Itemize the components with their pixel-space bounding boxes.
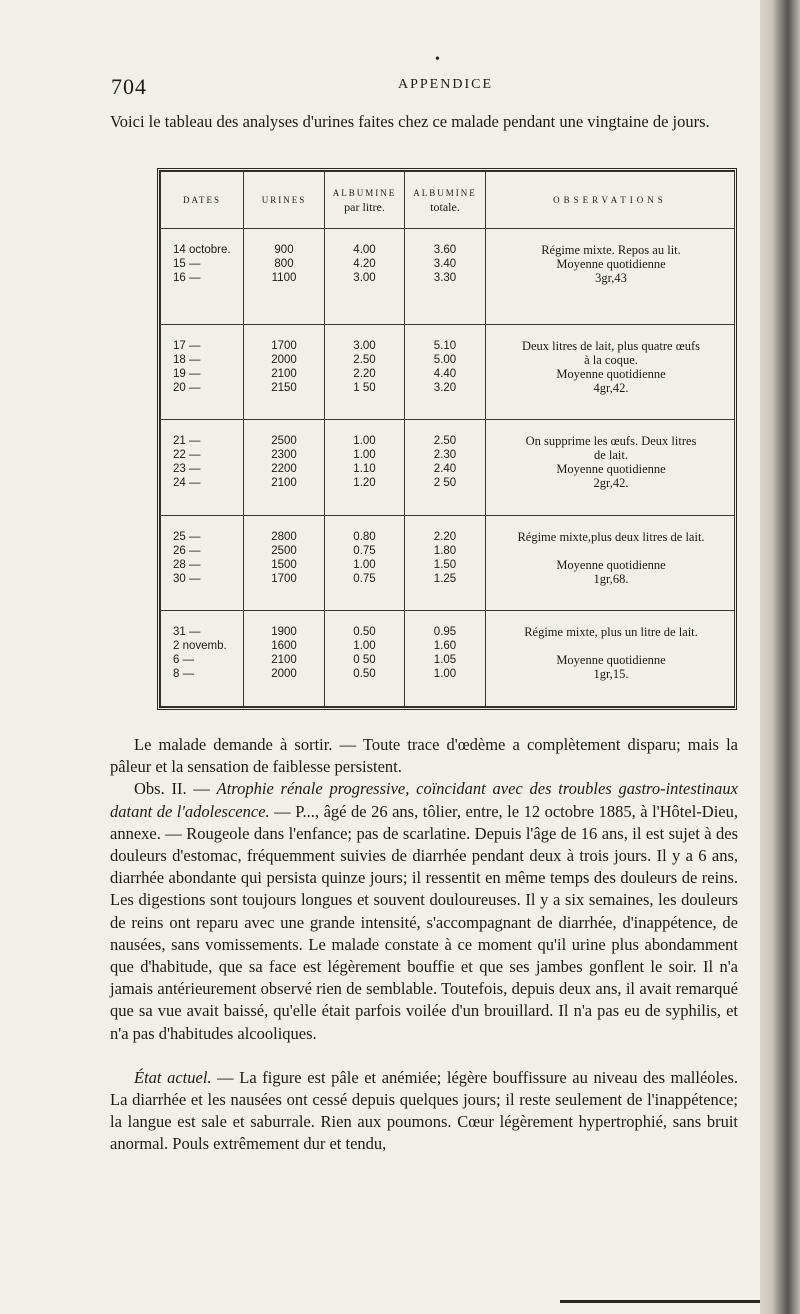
observations-cell — [486, 611, 735, 707]
cell-line: 1.50 — [433, 558, 457, 571]
cell-line: Moyenne quotidienne — [556, 462, 666, 477]
observations-cell — [486, 324, 735, 420]
cell-line: 19 — — [173, 367, 201, 380]
cell-line: 1 50 — [353, 381, 376, 394]
cell-line: 2.50 — [353, 353, 376, 366]
cell-line: 8 — — [173, 668, 195, 681]
cell-line: 23 — — [173, 463, 201, 476]
body-text — [110, 734, 738, 1156]
cell-line: 900 — [274, 244, 294, 256]
cell-line — [326, 285, 403, 299]
dates-cell — [161, 229, 244, 325]
cell-line: Moyenne quotidienne — [556, 653, 666, 668]
paragraph-discharge: Le malade demande à sortir. — Toute trace d'œdème a complètement disparu; mais la pâleur et la sensation de faiblesse persistent. — [110, 735, 738, 777]
table-row — [161, 324, 735, 420]
intro-paragraph: Voici le tableau des analyses d'urines faites chez ce malade pendant une vingtaine de jours. — [110, 112, 710, 131]
cell-line: 1.00 — [353, 558, 376, 571]
cell-line: 5.10 — [433, 339, 457, 352]
cell-line: 2500 — [271, 544, 297, 557]
cell-line: 26 — — [173, 544, 201, 557]
cell-line: 0 50 — [353, 654, 376, 667]
cell-line: 2000 — [271, 353, 297, 366]
page-header — [0, 74, 760, 100]
cell-line: 1700 — [271, 572, 297, 585]
cell-line: 2.20 — [433, 530, 457, 543]
paragraph-etat-actuel: État actuel. — La figure est pâle et anémiée; légère bouffissure au niveau des malléoles. La diarrhée et les nausées ont cessé depuis quelques jours; il reste seulement de l'inappétence; la langue est sale et saburrale. Rien aux poumons. Cœur légèrement hypertrophié, sans bruit anormal. Pouls extrêmement dur et tendu, — [110, 1067, 738, 1154]
cell-line: 3.20 — [433, 381, 457, 394]
cell-line: 1.00 — [353, 449, 376, 462]
albumine-litre-cell — [325, 229, 405, 325]
table-row — [161, 611, 735, 707]
cell-line: Régime mixte, plus un litre de lait. — [524, 625, 698, 640]
cell-line: 20 — — [173, 381, 201, 394]
cell-line: 30 — — [173, 572, 201, 585]
albumine-litre-cell — [325, 420, 405, 516]
cell-line: 3.00 — [353, 272, 376, 284]
cell-line: à la coque. — [584, 352, 638, 367]
dates-cell — [161, 611, 244, 707]
cell-line: 2200 — [271, 463, 297, 476]
etat-actuel-heading: État actuel. — [134, 1067, 212, 1087]
observation-title: Atrophie rénale progressive, coïncidant avec des troubles gastro-intestinaux datant de l'adolescence. — [110, 779, 738, 821]
cell-line: 2100 — [271, 477, 297, 490]
cell-line: 15 — — [173, 258, 201, 270]
cell-line: 4.40 — [433, 367, 457, 380]
dates-cell — [161, 420, 244, 516]
cell-line: 1500 — [271, 558, 297, 571]
cell-line: 0.50 — [353, 626, 376, 639]
cell-line: 21 — — [173, 435, 201, 448]
cell-line: 1100 — [271, 272, 297, 284]
cell-line: 3gr,43 — [595, 271, 627, 285]
cell-line: 2.20 — [353, 367, 376, 380]
table-header-row — [161, 172, 735, 229]
page-edge-shadow — [760, 0, 800, 1314]
cell-line: 25 — — [173, 530, 201, 543]
cell-line: 2gr,42. — [593, 476, 629, 491]
cell-line: 0.75 — [353, 544, 376, 557]
cell-line: 1.20 — [353, 477, 376, 490]
cell-line: 1.00 — [433, 668, 457, 681]
cell-line: 14 octobre. — [173, 244, 231, 256]
cell-line: 2.30 — [433, 449, 457, 462]
bottom-rule — [560, 1300, 760, 1303]
table-row — [161, 229, 735, 325]
cell-line: On supprime les œufs. Deux litres — [525, 434, 697, 449]
cell-line: 1900 — [271, 626, 297, 639]
cell-line: Régime mixte. Repos au lit. — [541, 243, 681, 257]
cell-line: 1.80 — [433, 544, 457, 557]
observations-cell — [486, 229, 735, 325]
cell-line: 0.75 — [353, 572, 376, 585]
cell-line — [406, 285, 484, 299]
urines-cell — [244, 229, 325, 325]
urines-cell — [244, 324, 325, 420]
albumine-totale-cell — [405, 420, 486, 516]
header-albumine-totale: ALBUMINE totale. — [405, 172, 486, 229]
albumine-litre-cell — [325, 611, 405, 707]
cell-line: 2800 — [271, 530, 297, 543]
table-body — [161, 229, 735, 707]
cell-line: 2150 — [271, 381, 297, 394]
cell-line: Moyenne quotidienne — [556, 257, 666, 271]
observations-cell — [486, 515, 735, 611]
cell-line: 3.60 — [433, 244, 457, 256]
cell-line: 1gr,15. — [593, 667, 629, 682]
cell-line — [173, 285, 242, 299]
cell-line: 6 — — [173, 654, 195, 667]
cell-line: 4gr,42. — [593, 380, 629, 395]
observations-cell — [486, 420, 735, 516]
table-row — [161, 420, 735, 516]
cell-line: 2.40 — [433, 463, 457, 476]
urines-cell — [244, 420, 325, 516]
cell-line — [494, 544, 728, 558]
cell-line: 3.00 — [353, 339, 376, 352]
cell-line: 2000 — [271, 668, 297, 681]
cell-line: 1gr,68. — [593, 571, 629, 586]
cell-line: 0.95 — [433, 626, 457, 639]
cell-line: Régime mixte,plus deux litres de lait. — [517, 529, 705, 544]
cell-line — [245, 285, 323, 299]
albumine-totale-cell — [405, 611, 486, 707]
cell-line: 1.05 — [433, 654, 457, 667]
albumine-totale-cell — [405, 229, 486, 325]
cell-line: 2 50 — [433, 477, 457, 490]
cell-line: 28 — — [173, 558, 201, 571]
cell-line: 24 — — [173, 477, 201, 490]
cell-line: 18 — — [173, 353, 201, 366]
dates-cell — [161, 515, 244, 611]
cell-line: Moyenne quotidienne — [556, 366, 666, 381]
cell-line: Moyenne quotidienne — [556, 557, 666, 572]
bullet-mark: • — [435, 52, 440, 67]
cell-line: 1700 — [271, 339, 297, 352]
urine-analysis-table — [157, 168, 737, 710]
cell-line: 5.00 — [433, 353, 457, 366]
paragraph-observation-2: Obs. II. — Atrophie rénale progressive, coïncidant avec des troubles gastro-intestinaux datant de l'adolescence. — P..., âgé de 26 ans, tôlier, entre, le 12 octobre 1885, à l'Hôtel-Dieu, annexe. — Rougeole dans l'enfance; pas de scarlatine. Depuis l'âge de 16 ans, il est sujet à des douleurs d'estomac, fréquemment suivies de diarrhée pendant deux à trois jours. Il y a 6 ans, diarrhée abondante qui persista quinze jours; il ressentit en même temps des douleurs de reins. Les digestions sont toujours longues et souvent douloureuses. Il y a six semaines, les douleurs de reins ont reparu avec une grande intensité, s'accompagnant de diarrhée, d'inappétence, de nausées, sans vomissements. Le malade constate à ce moment qu'il urine plus abondamment que d'habitude, que sa face est légèrement bouffie et que ses jambes gonflent le soir. Il n'a jamais antérieurement observé rien de semblable. Toutefois, depuis deux ans, il avait remarqué que sa vue avait baissé, qu'elle était parfois voilée d'un brouillard. Il n'a pas eu de syphilis, et n'a pas d'habitudes alcooliques. — [110, 779, 738, 1043]
cell-line: 16 — — [173, 272, 201, 284]
header-urines: URINES — [244, 172, 325, 229]
urines-cell — [244, 515, 325, 611]
cell-line: 4.20 — [353, 258, 376, 270]
albumine-totale-cell — [405, 515, 486, 611]
cell-line: 800 — [274, 258, 294, 270]
running-title: APPENDICE — [398, 77, 494, 92]
cell-line: 1.00 — [353, 435, 376, 448]
cell-line: Deux litres de lait, plus quatre œufs — [521, 338, 701, 353]
cell-line: 0.50 — [353, 668, 376, 681]
cell-line: 2500 — [271, 435, 297, 448]
cell-line: 1.60 — [433, 640, 457, 653]
cell-line — [494, 639, 728, 653]
albumine-totale-cell — [405, 324, 486, 420]
cell-line: 22 — — [173, 449, 201, 462]
header-observations: OBSERVATIONS — [486, 172, 735, 229]
cell-line: 17 — — [173, 339, 201, 352]
urines-cell — [244, 611, 325, 707]
albumine-litre-cell — [325, 515, 405, 611]
header-albumine-litre: ALBUMINE par litre. — [325, 172, 405, 229]
albumine-litre-cell — [325, 324, 405, 420]
cell-line: de lait. — [593, 448, 628, 463]
dates-cell — [161, 324, 244, 420]
page-number: 704 — [111, 74, 147, 99]
cell-line: 2 novemb. — [173, 640, 227, 653]
cell-line: 2100 — [271, 367, 297, 380]
header-dates: DATES — [161, 172, 244, 229]
cell-line: 3.30 — [433, 272, 457, 284]
cell-line: 2100 — [271, 654, 297, 667]
cell-line: 1.25 — [433, 572, 457, 585]
cell-line: 2300 — [271, 449, 297, 462]
cell-line: 0.80 — [353, 530, 376, 543]
cell-line: 1600 — [271, 640, 297, 653]
cell-line: 1.00 — [353, 640, 376, 653]
cell-line — [494, 285, 728, 299]
table-row — [161, 515, 735, 611]
cell-line: 1.10 — [353, 463, 376, 476]
cell-line: 3.40 — [433, 258, 457, 270]
cell-line: 4.00 — [353, 244, 376, 256]
cell-line: 2.50 — [433, 435, 457, 448]
cell-line: 31 — — [173, 626, 201, 639]
